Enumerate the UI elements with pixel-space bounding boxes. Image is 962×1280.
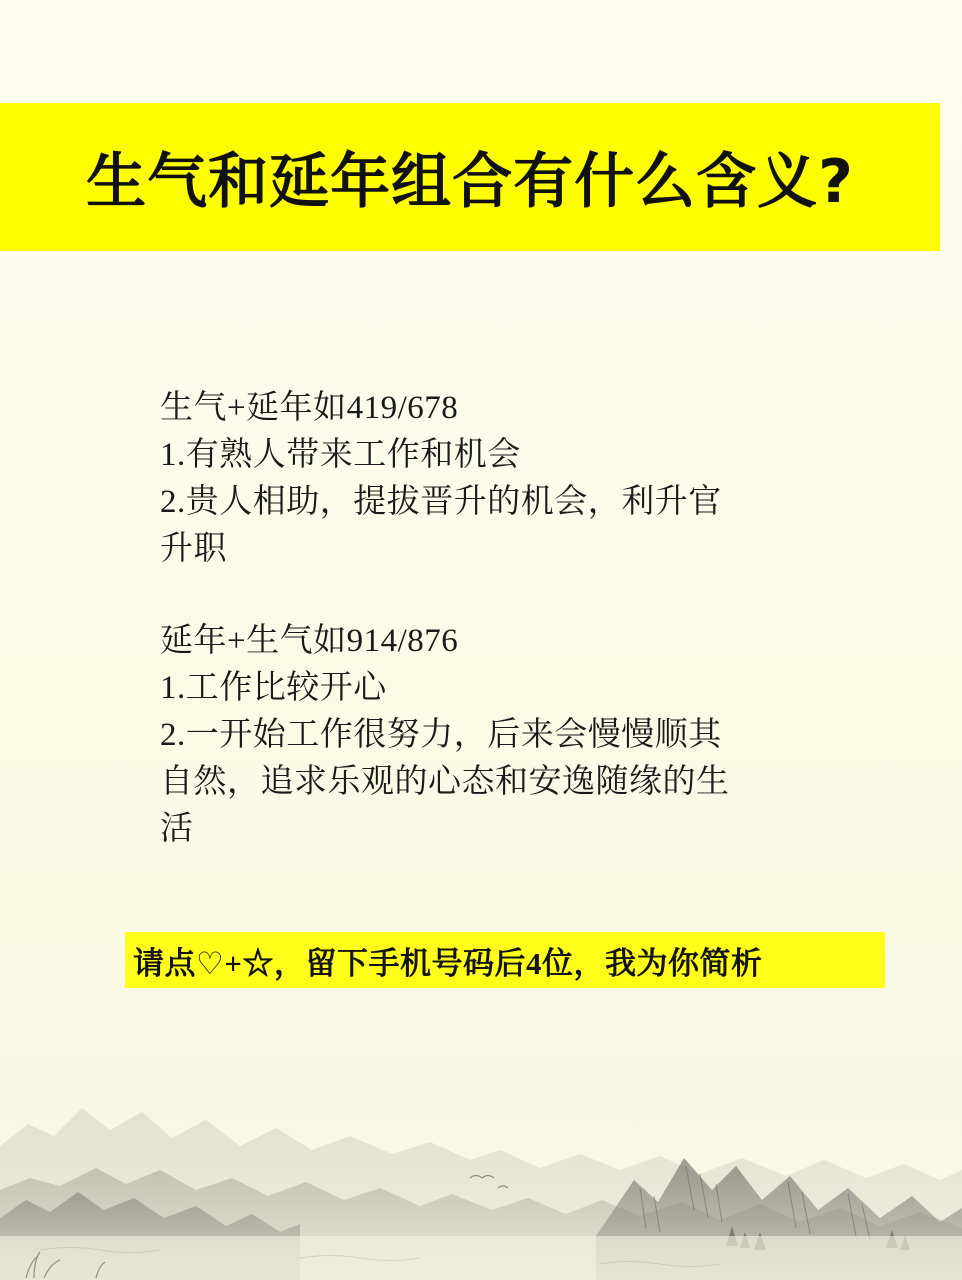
section-two-heading: 延年+生气如914/876: [160, 623, 459, 660]
section-two: [160, 618, 840, 852]
section-two-line-2: 2.一开始工作很努力，后来会慢慢顺其: [160, 717, 722, 754]
body-content: [160, 385, 840, 863]
section-one-line-3: 升职: [160, 530, 227, 567]
page-title: 生气和延年组合有什么含义?: [86, 147, 854, 217]
ink-wash-mountain-landscape-icon: [0, 1050, 962, 1280]
section-one: [160, 385, 840, 572]
section-one-line-1: 1.有熟人带来工作和机会: [160, 436, 521, 473]
section-two-line-4: 活: [160, 810, 194, 847]
cta-banner: [125, 932, 885, 988]
section-two-line-3: 自然，追求乐观的心态和安逸随缘的生: [160, 764, 730, 801]
cta-text: 请点♡+☆，留下手机号码后4位，我为你简析: [133, 945, 763, 981]
section-two-line-1: 1.工作比较开心: [160, 670, 387, 707]
section-one-line-2: 2.贵人相助，提拔晋升的机会，利升官: [160, 483, 722, 520]
title-banner: [0, 103, 940, 251]
section-one-heading: 生气+延年如419/678: [160, 390, 459, 426]
